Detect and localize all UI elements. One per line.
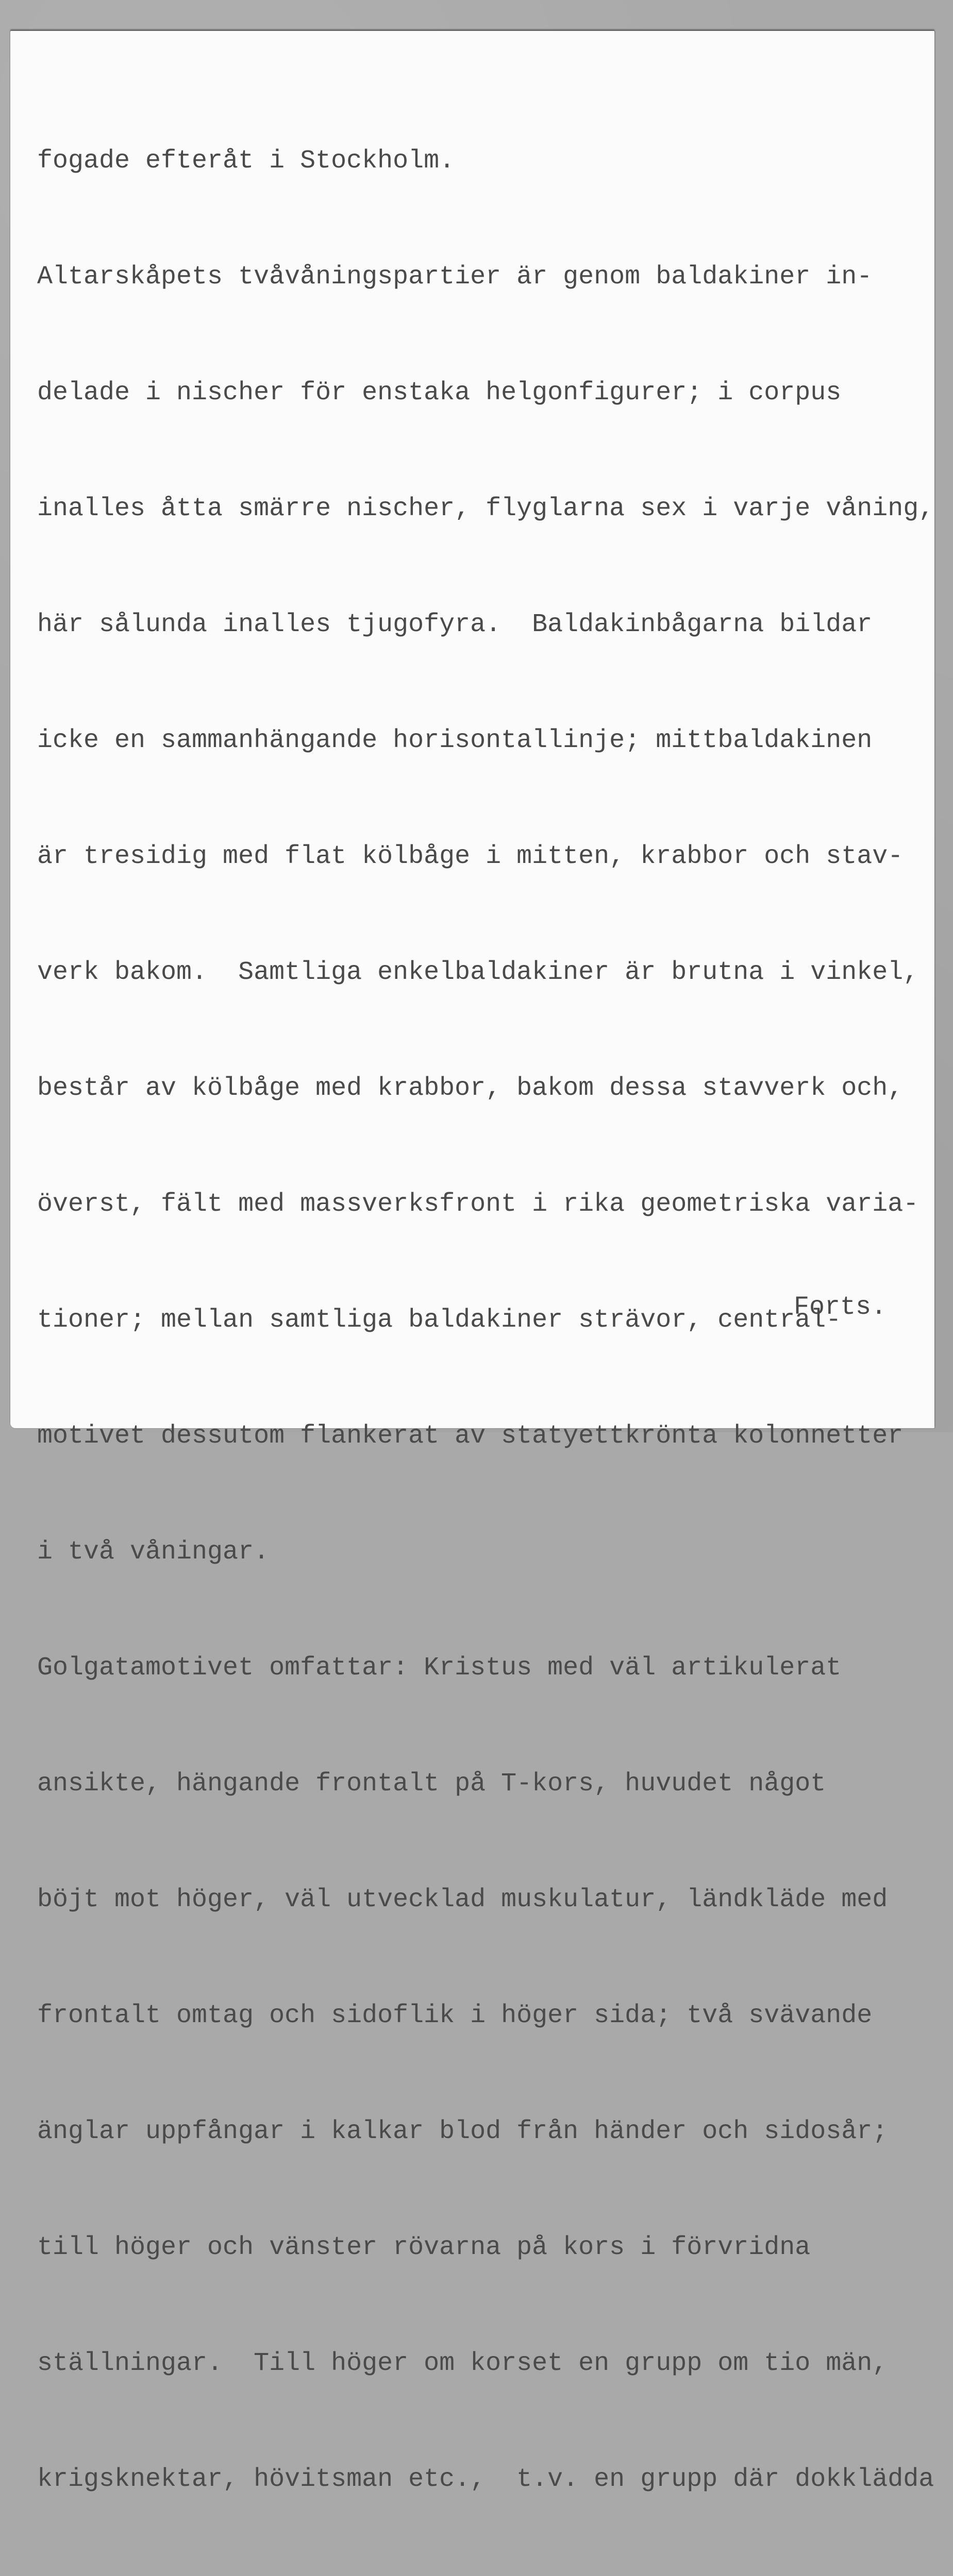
text-line: Altarskåpets tvåvåningspartier är genom baldakiner in- <box>37 262 873 292</box>
text-line: består av kölbåge med krabbor, bakom dessa stavverk och, <box>37 1074 904 1103</box>
text-line: verk bakom. Samtliga enkelbaldakiner är brutna i vinkel, <box>37 958 919 987</box>
text-line: tioner; mellan samtliga baldakiner strävor, central- <box>37 1306 842 1335</box>
text-line: motivet dessutom flankerat av statyettkrönta kolonnetter <box>37 1421 904 1451</box>
text-line: överst, fält med massverksfront i rika geometriska varia- <box>37 1190 919 1219</box>
text-line: ställningar. Till höger om korset en grupp om tio män, <box>37 2349 888 2378</box>
text-line: frontalt omtag och sidoflik i höger sida; två svävande <box>37 2001 873 2030</box>
text-line: fogade efteråt i Stockholm. <box>37 146 455 176</box>
text-line: böjt mot höger, väl utvecklad muskulatur, ländkläde med <box>37 1885 888 1914</box>
text-line: delade i nischer för enstaka helgonfigurer; i corpus <box>37 378 842 408</box>
text-line: här sålunda inalles tjugofyra. Baldakinbågarna bildar <box>37 610 873 639</box>
text-line: ansikte, hängande frontalt på T-kors, huvudet något <box>37 1769 826 1799</box>
text-line: i två våningar. <box>37 1537 270 1567</box>
text-line: är tresidig med flat kölbåge i mitten, krabbor och stav- <box>37 842 904 871</box>
continuation-note: Forts. <box>794 1293 887 1322</box>
text-line: krigsknektar, hövitsman etc., t.v. en grupp där dokklädda <box>37 2465 934 2494</box>
text-line: till höger och vänster rövarna på kors i förvridna <box>37 2233 811 2262</box>
text-line: inalles åtta smärre nischer, flyglarna sex i varje våning, <box>37 494 934 523</box>
text-line: änglar uppfångar i kalkar blod från händer och sidosår; <box>37 2117 888 2146</box>
text-line: Golgatamotivet omfattar: Kristus med väl artikulerat <box>37 1653 842 1683</box>
typewritten-card <box>10 31 934 2494</box>
text-line: icke en sammanhängande horisontallinje; mittbaldakinen <box>37 726 873 755</box>
